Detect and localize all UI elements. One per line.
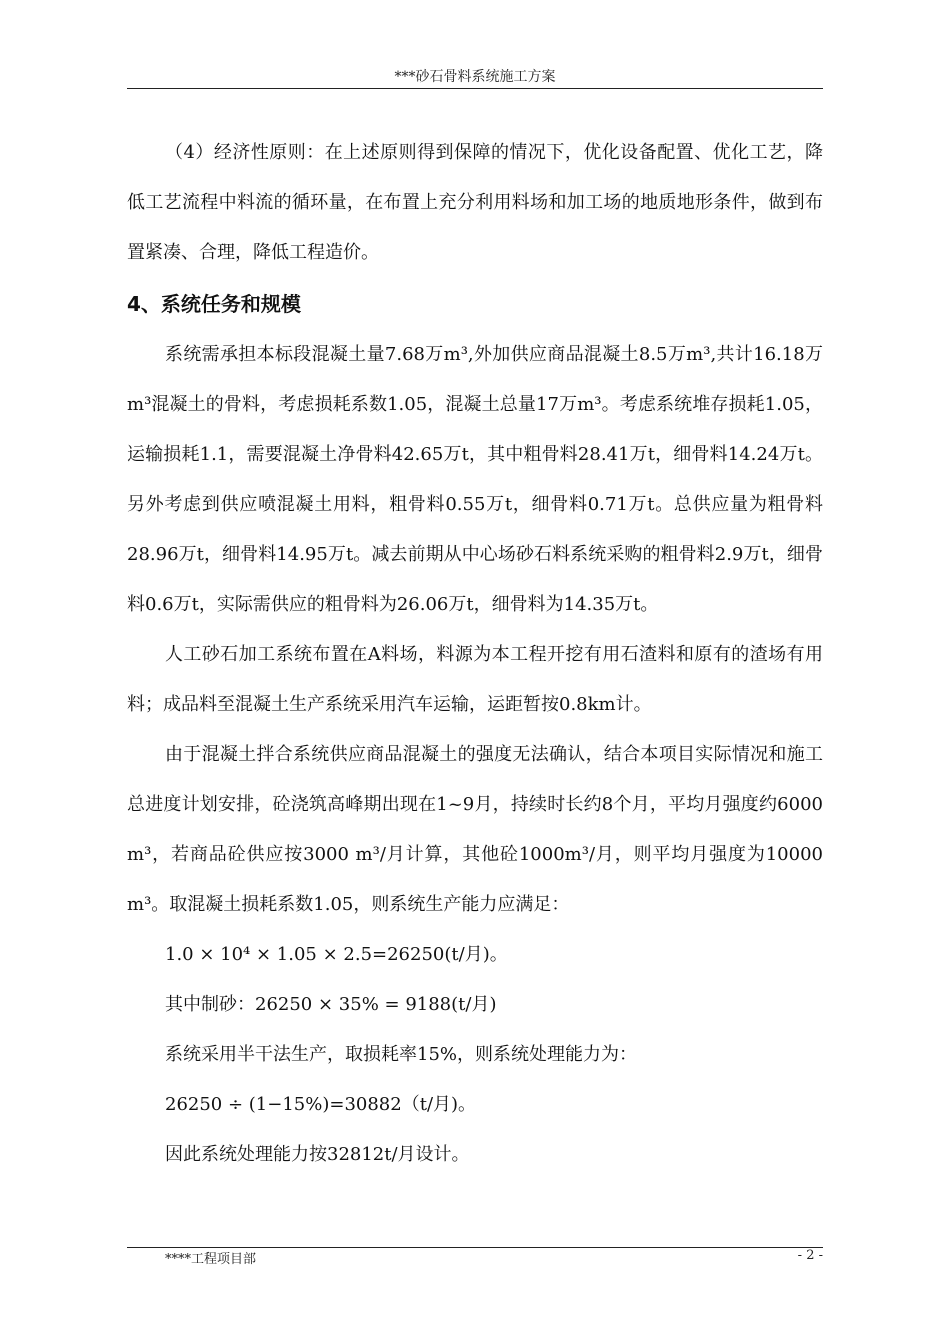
paragraph-loss-rate: 系统采用半干法生产，取损耗率15%，则系统处理能力为： [165,1044,638,1065]
paragraph-economy-principle: （4）经济性原则：在上述原则得到保障的情况下，优化设备配置、优化工艺，降低工艺流程中料流的循环量，在布置上充分利用料场和加工场的地质地形条件，做到布置紧凑、合理，降低工程造价。 [127,142,823,263]
paragraph-layout: 人工砂石加工系统布置在A料场，料源为本工程开挖有用石渣料和原有的渣场有用料；成品料至混凝土生产系统采用汽车运输，运距暂按0.8km计。 [127,644,823,715]
formula-production: 1.0 × 10⁴ × 1.05 × 2.5=26250(t/月)。 [165,944,508,965]
formula-sand: 其中制砂：26250 × 35% = 9188(t/月) [165,994,497,1015]
page-number: - 2 - [797,1248,823,1263]
paragraph-design-capacity: 因此系统处理能力按32812t/月设计。 [165,1144,470,1165]
section-heading: 4、系统任务和规模 [127,292,301,316]
paragraph-system-task: 系统需承担本标段混凝土量7.68万m³,外加供应商品混凝土8.5万m³,共计16.18万m³混凝土的骨料，考虑损耗系数1.05，混凝土总量17万m³。考虑系统堆存损耗1.05，运输损耗1.1，需要混凝土净骨料42.65万t，其中粗骨料28.41万t，细骨料14.24万t。另外考虑到供应喷混凝土用料，粗骨料0.55万t，细骨料0.71万t。总供应量为粗骨料28.96万t，细骨料14.95万t。减去前期从中心场砂石料系统采购的粗骨料2.9万t，细骨料0.6万t，实际需供应的粗骨料为26.06万t，细骨料为14.35万t。 [127,344,823,615]
paragraph-capacity: 由于混凝土拌合系统供应商品混凝土的强度无法确认，结合本项目实际情况和施工总进度计划安排，砼浇筑高峰期出现在1~9月，持续时长约8个月，平均月强度约6000 m³，若商品砼供应按3000 m³/月计算，其他砼1000m³/月，则平均月强度为10000 m³。取混凝土损耗系数1.05，则系统生产能力应满足： [127,744,823,915]
document-body [127,128,823,1180]
header-rule [127,88,823,89]
running-header-title: ***砂石骨料系统施工方案 [394,69,556,85]
footer-department: ****工程项目部 [165,1252,257,1267]
formula-processing: 26250 ÷ (1−15%)=30882（t/月)。 [165,1094,477,1115]
